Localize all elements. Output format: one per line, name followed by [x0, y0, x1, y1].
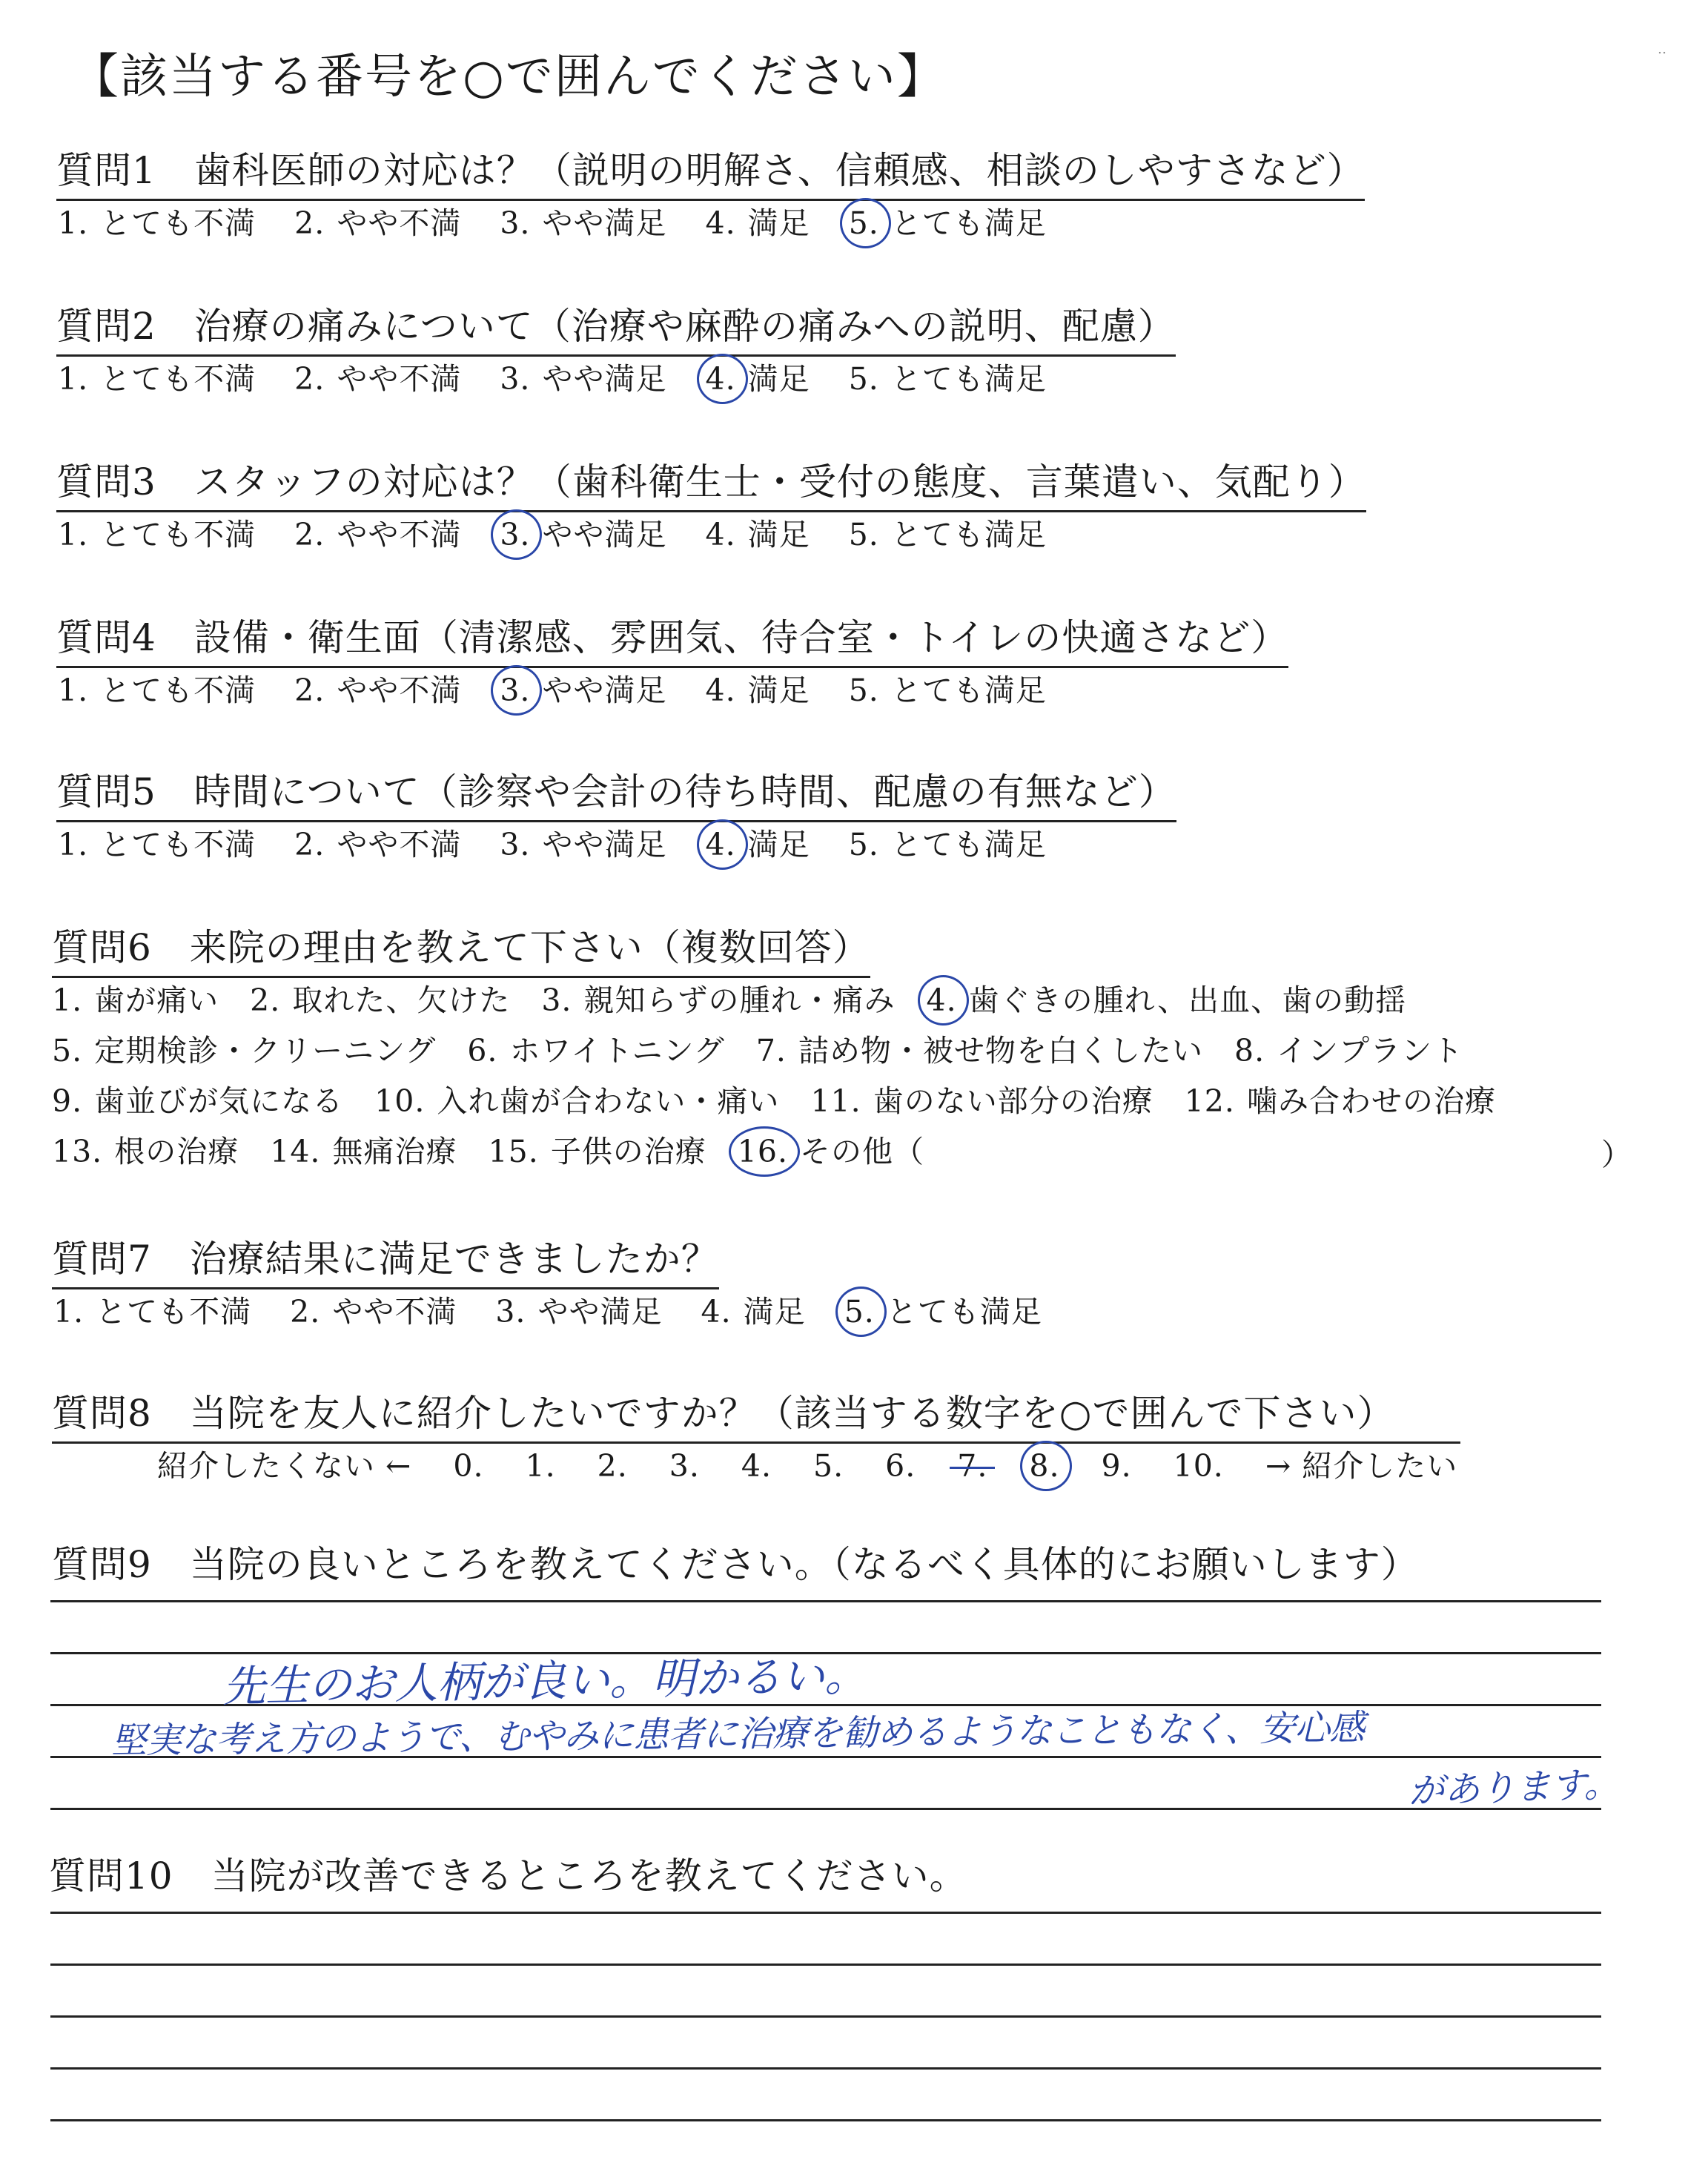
option-label: ホワイトニング [499, 1033, 725, 1069]
option-number: 7. [755, 1033, 787, 1069]
option-number: 4. [705, 827, 736, 862]
option-choice[interactable] [704, 666, 810, 710]
option-choice[interactable] [704, 199, 810, 242]
option-number: 1. [58, 517, 89, 552]
option-label: 満足 [737, 827, 810, 862]
option-choice[interactable] [293, 666, 461, 710]
scale-text: 5. [813, 1448, 844, 1484]
option-label: 無痛治療 [322, 1134, 457, 1169]
option-number: 16. [737, 1134, 789, 1169]
option-choice[interactable] [56, 354, 256, 398]
option-label: 歯ぐきの腫れ、出血、歯の動揺 [958, 982, 1407, 1018]
q2-options [56, 354, 1084, 398]
option-choice[interactable] [56, 199, 256, 242]
option-choice[interactable] [293, 199, 461, 242]
scale-choice[interactable] [524, 1448, 557, 1484]
option-number: 15. [488, 1134, 539, 1169]
option-number: 3. [541, 982, 572, 1018]
option-choice[interactable] [56, 510, 256, 554]
option-label: 噛み合わせの治療 [1236, 1083, 1496, 1119]
option-choice[interactable] [847, 354, 1047, 398]
option-label: やや不満 [326, 205, 462, 241]
option-choice[interactable] [288, 1287, 457, 1331]
option-number: 13. [52, 1134, 103, 1169]
option-number: 4. [705, 205, 736, 241]
option-number: 9. [52, 1083, 83, 1119]
scale-text: 1. [525, 1448, 556, 1484]
option-label: 取れた、欠けた [282, 982, 511, 1018]
option-label: 歯のない部分の治療 [862, 1083, 1153, 1119]
q6-row [50, 1026, 1493, 1070]
scale-text: 紹介したくない ← [157, 1448, 412, 1484]
option-number: 5. [848, 517, 879, 552]
option-number: 2. [294, 517, 325, 552]
q6-row [50, 976, 1436, 1020]
option-label: 根の治療 [104, 1134, 239, 1169]
q6-row [50, 1077, 1526, 1120]
option-choice[interactable] [847, 666, 1047, 710]
option-label: とても不満 [90, 517, 256, 552]
option-choice[interactable] [755, 1026, 1203, 1070]
option-number: 1. [58, 361, 89, 397]
option-number: 4. [701, 1294, 732, 1330]
q6-close-paren: ） [1601, 1137, 1632, 1172]
option-number: 3. [500, 673, 531, 708]
option-choice[interactable] [847, 820, 1047, 864]
option-choice[interactable] [540, 976, 895, 1020]
option-number: 8. [1234, 1033, 1265, 1069]
scan-mark: ‥ [1657, 42, 1666, 57]
scale-choice[interactable] [596, 1448, 629, 1484]
q4-title: 質問4 設備・衛生面（清潔感、雰囲気、待合室・トイレの快適さなど） [56, 608, 1288, 668]
q3-options [56, 510, 1084, 554]
q9-answer-line-3: があります。 [1408, 1763, 1621, 1812]
option-choice[interactable] [56, 820, 256, 864]
option-label: とても不満 [90, 827, 256, 862]
option-number: 3. [500, 517, 531, 552]
option-label: 入れ歯が合わない・痛い [426, 1083, 780, 1119]
option-choice[interactable] [704, 820, 810, 864]
option-label: やや不満 [326, 673, 462, 708]
scale-choice[interactable] [451, 1448, 485, 1484]
option-label: とても満足 [875, 1294, 1042, 1330]
option-choice[interactable] [498, 820, 666, 864]
option-choice[interactable] [50, 1077, 343, 1120]
scale-choice[interactable] [884, 1448, 917, 1484]
option-number: 2. [294, 361, 325, 397]
scale-choice[interactable] [740, 1448, 773, 1484]
answer-line [50, 2015, 1601, 2018]
q7-title: 質問7 治療結果に満足できましたか？ [52, 1229, 719, 1289]
option-choice[interactable] [56, 666, 256, 710]
option-choice[interactable] [50, 1127, 239, 1171]
q5-title: 質問5 時間について（診察や会計の待ち時間、配慮の有無など） [56, 762, 1176, 822]
option-choice[interactable] [498, 199, 666, 242]
answer-line [50, 1600, 1601, 1602]
scale-text: 10. [1173, 1448, 1224, 1484]
option-label: 定期検診・クリーニング [84, 1033, 437, 1069]
option-choice[interactable] [293, 820, 461, 864]
option-choice[interactable] [843, 1287, 1042, 1331]
option-choice[interactable] [487, 1127, 706, 1171]
option-label: その他（ [790, 1134, 925, 1169]
q2-title: 質問2 治療の痛みについて（治療や麻酔の痛みへの説明、配慮） [56, 297, 1176, 357]
q8-scale [156, 1441, 1497, 1485]
option-number: 3. [500, 205, 531, 241]
option-label: 満足 [732, 1294, 806, 1330]
option-number: 2. [294, 827, 325, 862]
option-label: とても満足 [880, 517, 1047, 552]
option-number: 3. [500, 827, 531, 862]
option-label: 歯並びが気になる [84, 1083, 344, 1119]
option-choice[interactable] [293, 510, 461, 554]
option-number: 4. [705, 517, 736, 552]
answer-line [50, 1964, 1601, 1966]
option-label: 満足 [737, 205, 810, 241]
option-label: とても満足 [880, 205, 1047, 241]
q3-title: 質問3 スタッフの対応は？（歯科衛生士・受付の態度、言葉遣い、気配り） [56, 452, 1366, 512]
option-choice[interactable] [52, 1287, 251, 1331]
answer-line [50, 2119, 1601, 2121]
scale-text: 6. [885, 1448, 916, 1484]
option-number: 1. [52, 982, 83, 1018]
option-number: 2. [294, 205, 325, 241]
option-label: やや満足 [532, 517, 667, 552]
scale-choice[interactable] [1100, 1448, 1133, 1484]
option-number: 1. [53, 1294, 85, 1330]
option-choice[interactable] [466, 1026, 724, 1070]
answer-line [50, 1912, 1601, 1914]
option-number: 11. [810, 1083, 861, 1119]
option-choice[interactable] [498, 510, 666, 554]
q10-title: 質問10 当院が改善できるところを教えてください。 [49, 1855, 967, 1898]
option-number: 14. [270, 1134, 321, 1169]
option-label: やや不満 [326, 517, 462, 552]
q6-title: 質問6 来院の理由を教えて下さい（複数回答） [52, 918, 870, 978]
option-choice[interactable] [704, 354, 810, 398]
option-label: やや満足 [532, 361, 667, 397]
option-choice[interactable] [268, 1127, 457, 1171]
option-label: 歯が痛い [84, 982, 219, 1018]
option-label: とても不満 [90, 673, 256, 708]
option-choice[interactable] [700, 1287, 806, 1331]
q6-row [50, 1127, 954, 1171]
option-label: とても不満 [90, 361, 256, 397]
option-label: 満足 [737, 517, 810, 552]
option-choice[interactable] [1233, 1026, 1463, 1070]
option-label: やや不満 [326, 827, 462, 862]
q7-options [52, 1287, 1079, 1331]
option-label: やや満足 [532, 205, 667, 241]
option-label: 子供の治療 [540, 1134, 706, 1169]
scale-choice[interactable] [668, 1448, 701, 1484]
option-number: 1. [58, 827, 89, 862]
option-choice[interactable] [373, 1077, 779, 1120]
scale-choice[interactable] [956, 1448, 989, 1484]
scale-text: 3. [669, 1448, 700, 1484]
option-choice[interactable] [494, 1287, 662, 1331]
option-choice[interactable] [704, 510, 810, 554]
q9-title: 質問9 当院の良いところを教えてください。（なるべく具体的にお願いします） [52, 1543, 1419, 1586]
q9-answer-line-2: 堅実な考え方のようで、むやみに患者に治療を勧めるようなこともなく、安心感 [110, 1707, 1365, 1762]
option-label: やや満足 [532, 827, 667, 862]
option-choice[interactable] [498, 354, 666, 398]
q5-options [56, 820, 1084, 864]
option-number: 1. [58, 673, 89, 708]
q1-title: 質問1 歯科医師の対応は？（説明の明解さ、信頼感、相談のしやすさなど） [56, 141, 1365, 201]
option-number: 1. [58, 205, 89, 241]
option-label: やや満足 [527, 1294, 663, 1330]
option-number: 10. [374, 1083, 426, 1119]
scale-text: 9. [1101, 1448, 1132, 1484]
option-choice[interactable] [736, 1127, 924, 1171]
option-number: 5. [844, 1294, 875, 1330]
scale-text: 7. [957, 1448, 988, 1484]
option-label: とても満足 [880, 673, 1047, 708]
option-number: 5. [52, 1033, 83, 1069]
option-label: とても満足 [880, 827, 1047, 862]
option-label: 満足 [737, 361, 810, 397]
option-label: やや満足 [532, 673, 667, 708]
scale-choice[interactable] [812, 1448, 845, 1484]
option-label: とても満足 [880, 361, 1047, 397]
answer-line [50, 2067, 1601, 2070]
answer-line [50, 1808, 1601, 1810]
scale-text: 4. [741, 1448, 772, 1484]
scale-text: 8. [1029, 1448, 1060, 1484]
scale-choice[interactable] [1027, 1448, 1061, 1484]
option-label: 親知らずの腫れ・痛み [573, 982, 896, 1018]
scale-label [156, 1441, 413, 1485]
option-label: 満足 [737, 673, 810, 708]
option-label: とても不満 [85, 1294, 252, 1330]
option-number: 4. [926, 982, 957, 1018]
option-number: 4. [705, 361, 736, 397]
option-choice[interactable] [847, 199, 1047, 242]
option-number: 5. [848, 205, 879, 241]
option-choice[interactable] [925, 976, 1407, 1020]
option-number: 2. [294, 673, 325, 708]
option-label: やや不満 [326, 361, 462, 397]
scale-text: 0. [453, 1448, 484, 1484]
option-number: 3. [495, 1294, 526, 1330]
option-choice[interactable] [847, 510, 1047, 554]
option-number: 5. [848, 673, 879, 708]
option-number: 5. [848, 361, 879, 397]
scale-text: → 紹介したい [1265, 1448, 1458, 1484]
option-label: 詰め物・被せ物を白くしたい [787, 1033, 1203, 1069]
q4-options [56, 666, 1084, 710]
option-choice[interactable] [248, 976, 510, 1020]
option-label: インプラント [1266, 1033, 1464, 1069]
scale-label [1264, 1441, 1459, 1485]
option-label: とても不満 [90, 205, 256, 241]
option-number: 12. [1184, 1083, 1235, 1119]
option-choice[interactable] [809, 1077, 1153, 1120]
option-number: 6. [467, 1033, 498, 1069]
q8-title: 質問8 当院を友人に紹介したいですか？（該当する数字を○で囲んで下さい） [52, 1384, 1460, 1444]
option-number: 4. [705, 673, 736, 708]
option-number: 5. [848, 827, 879, 862]
option-number: 3. [500, 361, 531, 397]
option-number: 2. [290, 1294, 321, 1330]
option-number: 2. [250, 982, 281, 1018]
option-label: やや不満 [322, 1294, 457, 1330]
option-choice[interactable] [293, 354, 461, 398]
page-title: 【該当する番号を○で囲んでください】 [71, 50, 946, 105]
option-choice[interactable] [1183, 1077, 1496, 1120]
option-choice[interactable] [50, 1026, 436, 1070]
scale-choice[interactable] [1172, 1448, 1225, 1484]
option-choice[interactable] [50, 976, 219, 1020]
q1-options [56, 199, 1084, 242]
option-choice[interactable] [498, 666, 666, 710]
scale-text: 2. [597, 1448, 628, 1484]
q9-answer-line-1: 先生のお人柄が良い。明かるい。 [222, 1650, 868, 1712]
